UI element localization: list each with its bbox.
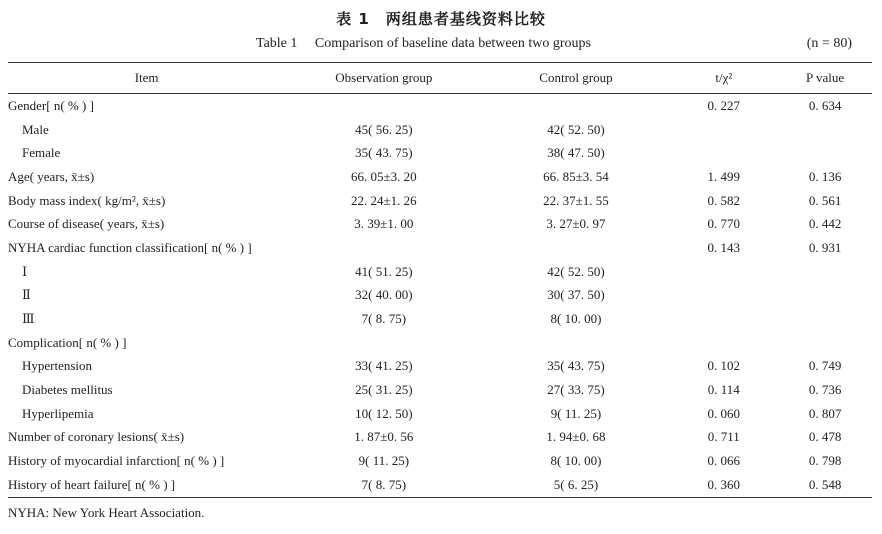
test-statistic-value xyxy=(669,284,778,308)
p-value xyxy=(778,331,872,355)
header-control-group: Control group xyxy=(483,63,670,94)
row-item: Ⅱ xyxy=(22,287,31,303)
observation-value: 7( 8. 75) xyxy=(361,311,407,327)
row-item: Gender[ n( % ) ] xyxy=(8,97,94,113)
p-value: 0. 442 xyxy=(808,216,842,232)
table-row xyxy=(8,118,872,142)
observation-value: 9( 11. 25) xyxy=(358,453,410,469)
row-item: Male xyxy=(22,121,49,137)
control-value: 1. 94±0. 68 xyxy=(546,429,606,445)
observation-value: 45( 56. 25) xyxy=(355,121,413,137)
test-statistic-value: 0. 060 xyxy=(707,405,741,421)
p-value xyxy=(778,118,872,142)
control-value: 27( 33. 75) xyxy=(547,382,605,398)
control-value: 66. 85±3. 54 xyxy=(543,168,609,184)
control-value: 8( 10. 00) xyxy=(550,311,602,327)
row-item: Hypertension xyxy=(22,358,93,374)
p-value xyxy=(778,260,872,284)
table-row xyxy=(8,260,872,284)
observation-value: 3. 39±1. 00 xyxy=(354,216,414,232)
table-header-row xyxy=(8,63,872,94)
observation-value: 66. 05±3. 20 xyxy=(351,168,417,184)
row-item: History of myocardial infarction[ n( % ) ] xyxy=(8,453,225,469)
control-value xyxy=(483,236,670,260)
control-value: 3. 27±0. 97 xyxy=(546,216,606,232)
table-row xyxy=(8,189,872,213)
table-row xyxy=(8,212,872,236)
control-value: 22. 37±1. 55 xyxy=(543,192,609,208)
table-row xyxy=(8,94,872,118)
table-title-english xyxy=(256,36,591,52)
row-item: Number of coronary lesions( x̄±s) xyxy=(8,429,185,445)
test-statistic-value xyxy=(669,141,778,165)
header-p-value: P value xyxy=(778,63,872,94)
p-value: 0. 736 xyxy=(808,382,842,398)
observation-value xyxy=(285,94,482,118)
observation-value: 35( 43. 75) xyxy=(355,145,413,161)
control-value xyxy=(483,331,670,355)
test-statistic-value: 1. 499 xyxy=(707,168,741,184)
table-row xyxy=(8,355,872,379)
observation-value: 41( 51. 25) xyxy=(355,263,413,279)
p-value: 0. 931 xyxy=(808,239,842,255)
p-value xyxy=(778,141,872,165)
test-statistic-value: 0. 582 xyxy=(707,192,741,208)
p-value xyxy=(778,307,872,331)
table-row xyxy=(8,331,872,355)
observation-value xyxy=(285,236,482,260)
control-value: 8( 10. 00) xyxy=(550,453,602,469)
table-row xyxy=(8,165,872,189)
control-value: 42( 52. 50) xyxy=(547,263,605,279)
test-statistic-value xyxy=(669,307,778,331)
table-row xyxy=(8,473,872,497)
row-item: Diabetes mellitus xyxy=(22,382,113,398)
table-row xyxy=(8,426,872,450)
p-value: 0. 478 xyxy=(808,429,842,445)
test-statistic-value: 0. 066 xyxy=(707,453,741,469)
observation-value: 32( 40. 00) xyxy=(355,287,413,303)
table-title-chinese: 表 1 两组患者基线资料比较 xyxy=(336,10,546,28)
test-statistic-value: 0. 360 xyxy=(669,473,778,497)
p-value: 0. 548 xyxy=(778,473,872,497)
test-statistic-value: 0. 102 xyxy=(707,358,741,374)
test-statistic-value xyxy=(669,331,778,355)
p-value: 0. 634 xyxy=(808,97,842,113)
table-row xyxy=(8,307,872,331)
row-item: Ⅰ xyxy=(22,263,28,279)
observation-value: 33( 41. 25) xyxy=(355,358,413,374)
table-row xyxy=(8,378,872,402)
row-item: Age( years, x̄±s) xyxy=(8,168,95,184)
row-item: Body mass index( kg/m², x̄±s) xyxy=(8,192,166,208)
control-value: 38( 47. 50) xyxy=(547,145,605,161)
observation-value: 10( 12. 50) xyxy=(355,405,413,421)
table-label: Table 1 xyxy=(256,36,298,51)
observation-value xyxy=(285,331,482,355)
sample-size-note: (n = 80) xyxy=(806,36,852,51)
control-value: 30( 37. 50) xyxy=(547,287,605,303)
baseline-data-table xyxy=(8,62,872,498)
header-observation-group: Observation group xyxy=(285,63,482,94)
test-statistic-value: 0. 143 xyxy=(707,239,741,255)
test-statistic-value: 0. 227 xyxy=(707,97,741,113)
row-item: NYHA cardiac function classification[ n( % ) ] xyxy=(8,239,252,255)
table-row xyxy=(8,402,872,426)
row-item: Ⅲ xyxy=(22,311,35,327)
control-value: 42( 52. 50) xyxy=(547,121,605,137)
test-statistic-value xyxy=(669,260,778,284)
p-value xyxy=(778,284,872,308)
control-value xyxy=(483,94,670,118)
observation-value: 25( 31. 25) xyxy=(355,382,413,398)
observation-value: 22. 24±1. 26 xyxy=(351,192,417,208)
row-item: Course of disease( years, x̄±s) xyxy=(8,216,165,232)
p-value: 0. 561 xyxy=(808,192,842,208)
row-item: Hyperlipemia xyxy=(22,405,94,421)
observation-value: 7( 8. 75) xyxy=(285,473,482,497)
table-row xyxy=(8,284,872,308)
table-row xyxy=(8,236,872,260)
observation-value: 1. 87±0. 56 xyxy=(354,429,414,445)
row-item: History of heart failure[ n( % ) ] xyxy=(8,473,285,497)
table-row xyxy=(8,141,872,165)
control-value: 35( 43. 75) xyxy=(547,358,605,374)
header-item: Item xyxy=(8,63,285,94)
test-statistic-value: 0. 711 xyxy=(707,429,740,445)
header-test-statistic: t/χ² xyxy=(669,63,778,94)
control-value: 9( 11. 25) xyxy=(550,405,602,421)
test-statistic-value: 0. 770 xyxy=(707,216,741,232)
p-value: 0. 798 xyxy=(808,453,842,469)
p-value: 0. 136 xyxy=(808,168,842,184)
p-value: 0. 807 xyxy=(808,405,842,421)
row-item: Complication[ n( % ) ] xyxy=(8,334,127,350)
table-footnote: NYHA: New York Heart Association. xyxy=(8,505,205,520)
row-item: Female xyxy=(22,145,61,161)
table-caption: Comparison of baseline data between two groups xyxy=(314,36,591,51)
test-statistic-value xyxy=(669,118,778,142)
test-statistic-value: 0. 114 xyxy=(707,382,740,398)
p-value: 0. 749 xyxy=(808,358,842,374)
control-value: 5( 6. 25) xyxy=(483,473,670,497)
table-row xyxy=(8,449,872,473)
